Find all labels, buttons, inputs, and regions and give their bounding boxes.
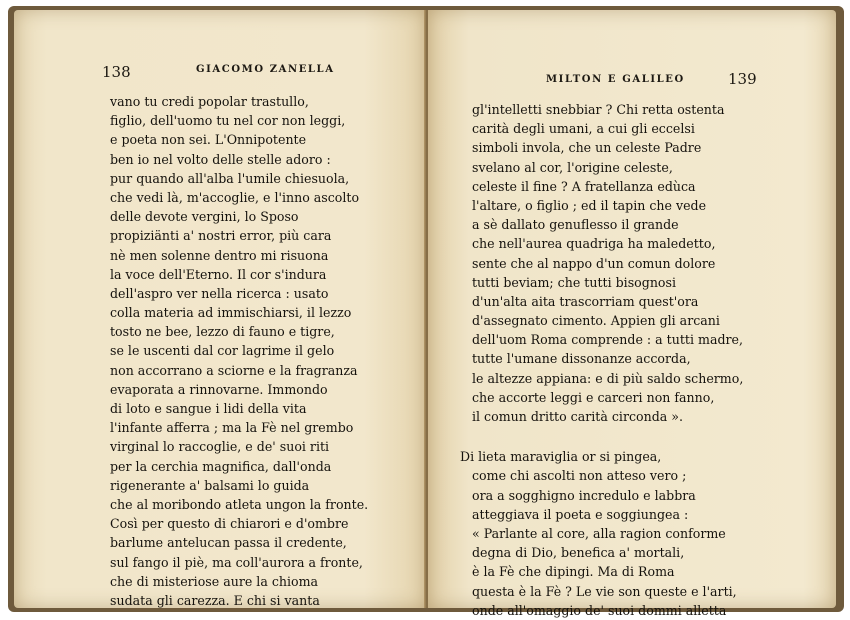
text-line: barlume antelucan passa il credente, [110, 535, 347, 551]
running-head-left: GIACOMO ZANELLA [196, 64, 335, 75]
text-line: ben io nel volto delle stelle adoro : [110, 151, 331, 167]
text-line: Di lieta maraviglia or si pingea, [460, 449, 662, 465]
page-number-left: 138 [102, 63, 131, 81]
text-line: sul fango il piè, ma coll'aurora a fronte, [110, 554, 363, 570]
text-line: di loto e sangue i lidi della vita [110, 401, 307, 416]
text-line: onde all'omaggio de' suoi dommi alletta [472, 602, 727, 618]
text-line: che di misteriose aure la chioma [110, 573, 319, 589]
text-line: sudata gli carezza. E chi si vanta [110, 592, 320, 608]
text-line: non accorrano a sciorne e la fragranza [110, 362, 358, 378]
text-line: atteggiava il poeta e soggiungea : [472, 506, 689, 522]
text-line: dell'uom Roma comprende : a tutti madre, [472, 332, 743, 348]
text-line: è la Fè che dipingi. Ma di Roma [472, 564, 675, 580]
text-line: la voce dell'Eterno. Il cor s'indura [110, 266, 327, 282]
text-line: che accorte leggi e carceri non fanno, [472, 389, 715, 405]
text-line: sente che al nappo d'un comun dolore [472, 255, 716, 271]
text-line: degna di Dio, benefica a' mortali, [472, 545, 685, 561]
text-line: colla materia ad immischiarsi, il lezzo [110, 305, 352, 321]
left-page-text [110, 92, 368, 610]
text-line: d'un'alta aita trascorriam quest'ora [472, 293, 699, 309]
right-page-text [460, 100, 743, 620]
running-head-right: MILTON E GALILEO [546, 74, 685, 85]
text-line: che vedi là, m'accoglie, e l'inno ascolto [110, 189, 360, 205]
text-line: « Parlante al core, alla ragion conforme [472, 525, 726, 541]
text-line: gl'intelletti snebbiar ? Chi retta ostenta [472, 102, 725, 117]
text-line: come chi ascolti non atteso vero ; [472, 468, 687, 484]
right-page [428, 10, 836, 618]
text-line: d'assegnato cimento. Appien gli arcani [472, 313, 720, 329]
text-line: questa è la Fè ? Le vie son queste e l'arti, [472, 583, 737, 599]
text-line: figlio, dell'uomo tu nel cor non leggi, [110, 113, 346, 129]
text-line: per la cerchia magnifica, dall'onda [110, 458, 332, 474]
text-line: vano tu credi popolar trastullo, [110, 94, 309, 109]
text-line: evaporata a rinnovarne. Immondo [110, 381, 328, 397]
text-line: dell'aspro ver nella ricerca : usato [110, 285, 329, 301]
text-line: che al moribondo atleta ungon la fronte. [110, 496, 369, 512]
page-number-right: 139 [728, 70, 757, 88]
text-line: e poeta non sei. L'Onnipotente [110, 132, 307, 148]
text-line: rigenerante a' balsami lo guida [110, 477, 310, 493]
text-line: pur quando all'alba l'umile chiesuola, [110, 170, 350, 186]
text-line: tutte l'umane dissonanze accorda, [472, 351, 691, 367]
text-line: tosto ne bee, lezzo di fauno e tigre, [110, 324, 335, 340]
text-line: ora a sogghigno incredulo e labbra [472, 487, 696, 503]
text-line: simboli invola, che un celeste Padre [472, 140, 702, 156]
text-line: celeste il fine ? A fratellanza edùca [472, 178, 696, 194]
text-line: l'infante afferra ; ma la Fè nel grembo [110, 420, 354, 436]
text-line: se le uscenti dal cor lagrime il gelo [110, 343, 335, 359]
left-page [14, 10, 426, 608]
text-line: virginal lo raccoglie, e de' suoi riti [110, 439, 330, 455]
text-line: che nell'aurea quadriga ha maledetto, [472, 236, 716, 252]
text-line: Così per questo di chiarori e d'ombre [110, 516, 349, 532]
text-line: tutti beviam; che tutti bisognosi [472, 274, 677, 290]
text-line: il comun dritto carità circonda ». [472, 409, 683, 424]
text-line: delle devote vergini, lo Sposo [110, 209, 299, 225]
text-line: carità degli umani, a cui gli eccelsi [472, 121, 695, 137]
text-line: le altezze appiana: e di più saldo schermo, [472, 370, 744, 386]
open-book [8, 6, 844, 618]
text-line: l'altare, o figlio ; ed il tapin che vede [472, 197, 707, 213]
text-line: nè men solenne dentro mi risuona [110, 247, 329, 263]
text-line: svelano al cor, l'origine celeste, [472, 159, 673, 175]
stanza-break [460, 426, 743, 447]
text-line: a sè dallato genuflesso il grande [472, 217, 679, 233]
text-line: propiziänti a' nostri error, più cara [110, 228, 332, 244]
